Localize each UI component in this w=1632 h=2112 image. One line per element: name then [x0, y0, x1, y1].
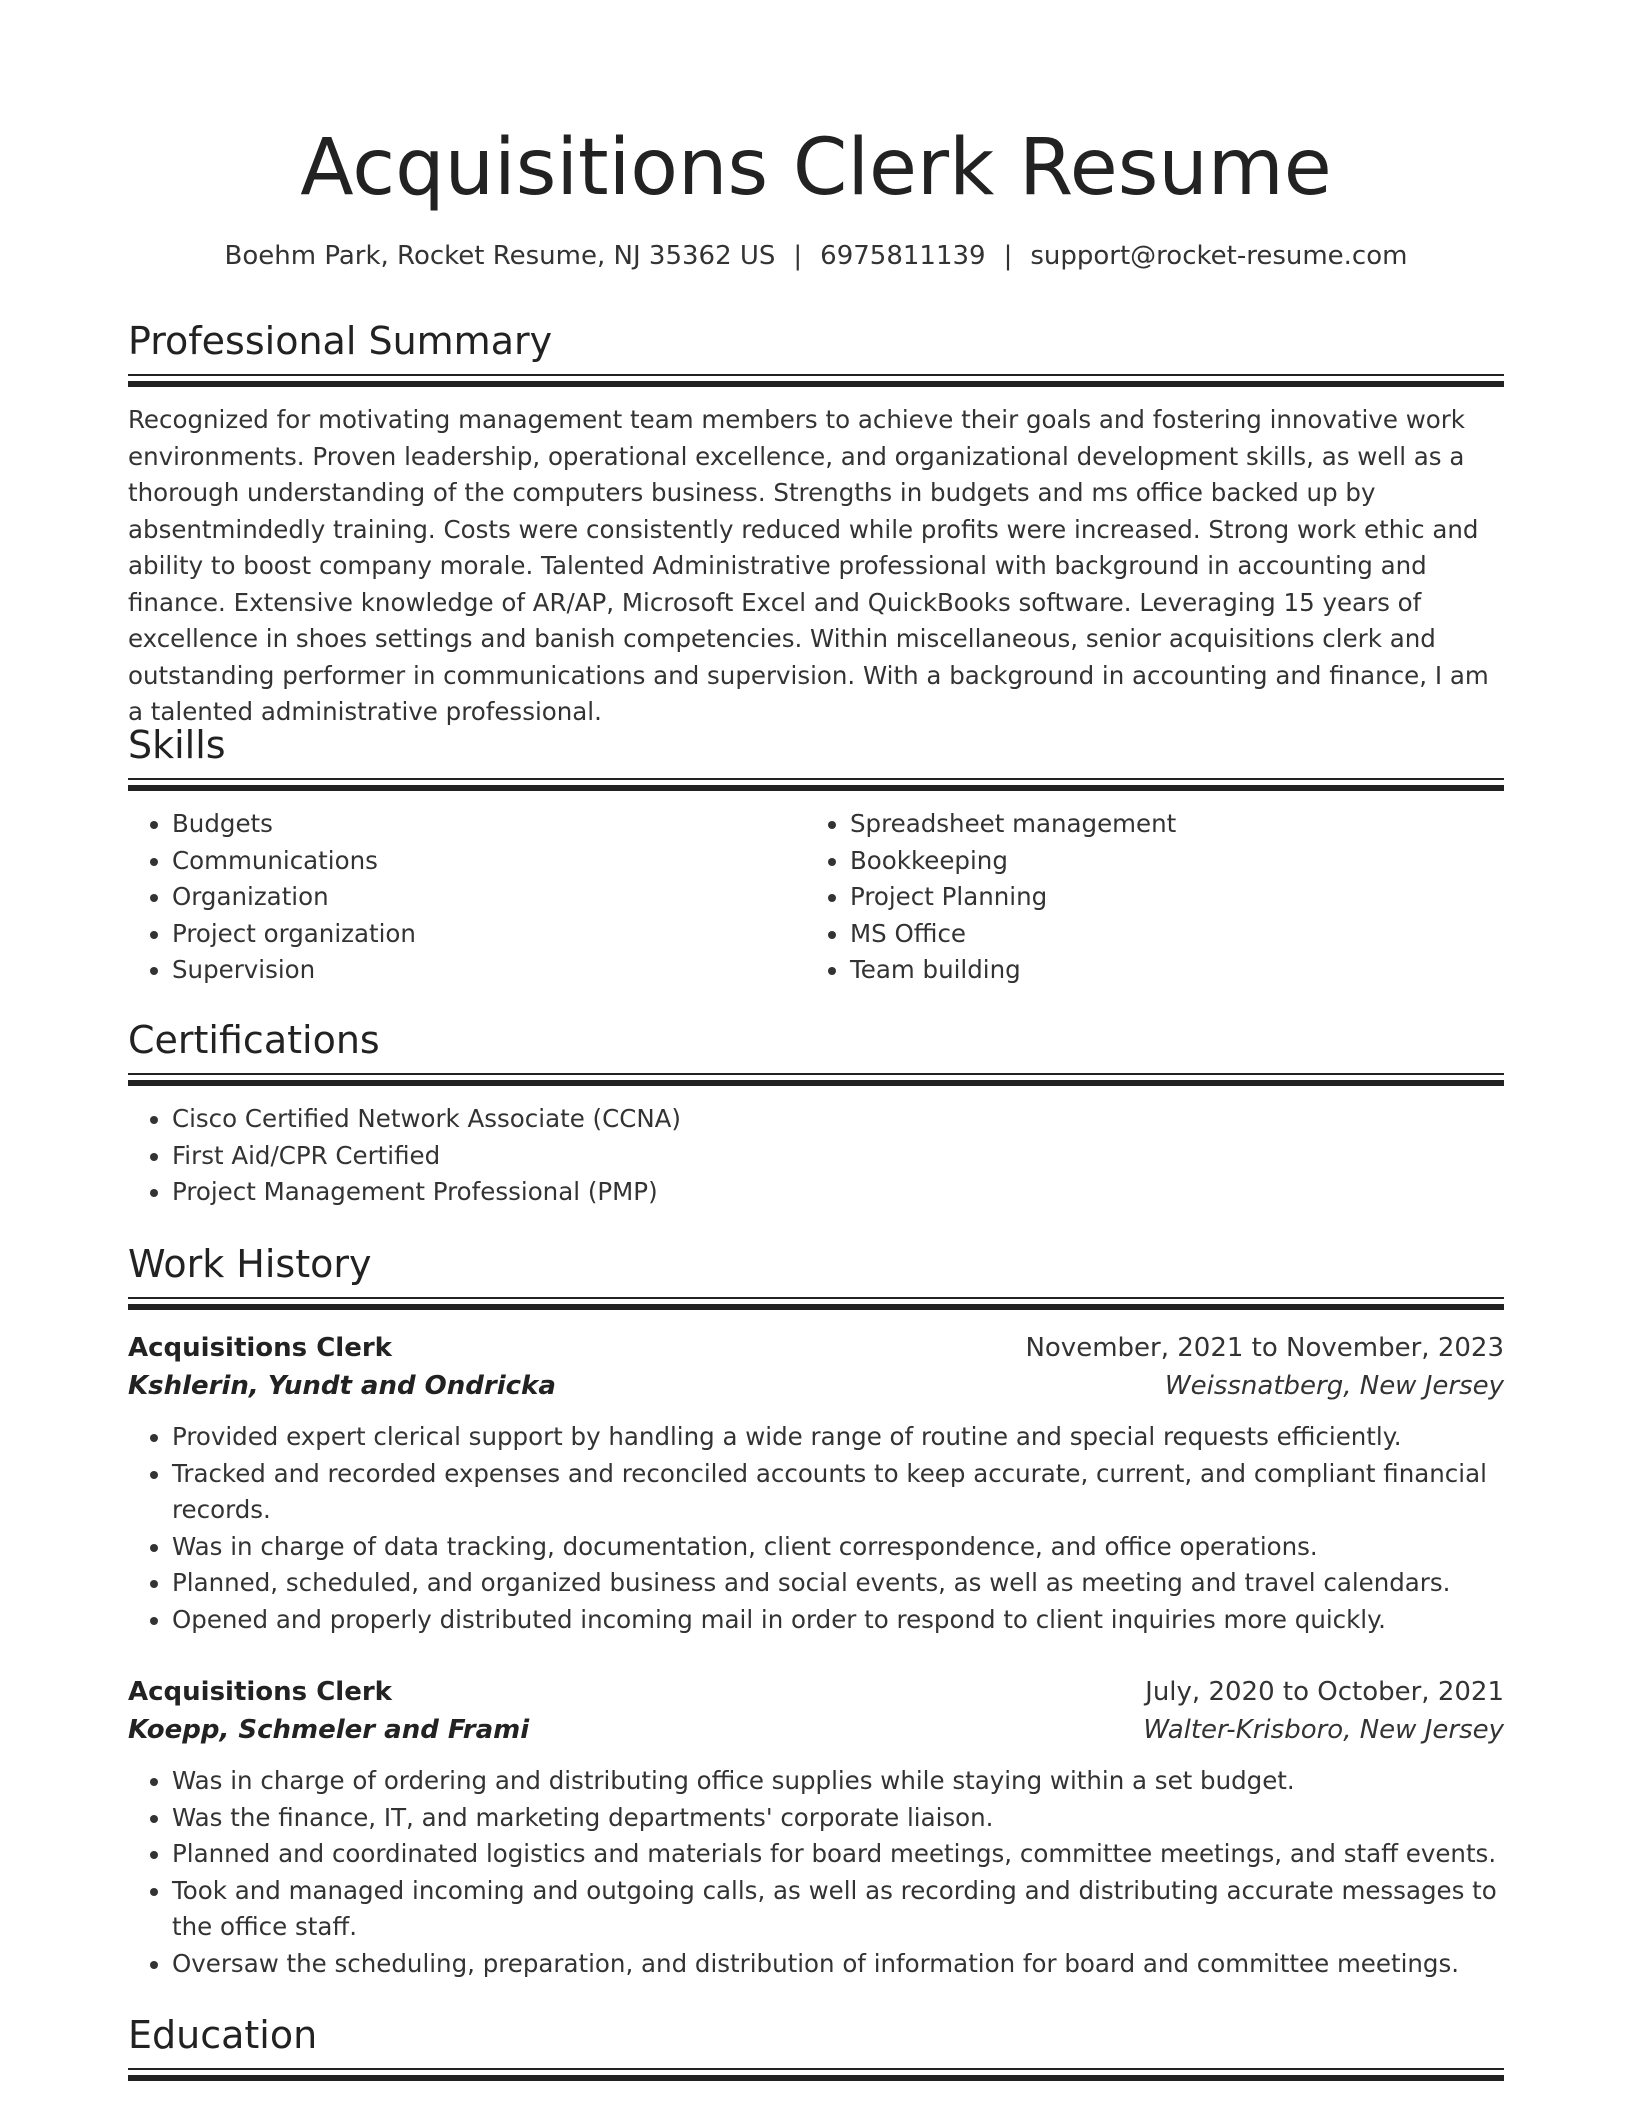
- job-dates: November, 2021 to November, 2023: [1025, 1333, 1504, 1363]
- job-bullets: [128, 1419, 1504, 1638]
- job-bullet: • Planned and coordinated logistics and materials for board meetings, committee meetings, and staff events.: [172, 1836, 1504, 1873]
- job-bullet: • Took and managed incoming and outgoing calls, as well as recording and distributing accurate messages to the office staff.: [172, 1873, 1504, 1946]
- education-section: [128, 2010, 1504, 2060]
- section-title: Certifications: [128, 1018, 380, 1062]
- section-divider-thick: [128, 1080, 1504, 1086]
- job-bullet: • Opened and properly distributed incoming mail in order to respond to client inquiries more quickly.: [172, 1602, 1504, 1639]
- job-bullet: • Was the finance, IT, and marketing departments' corporate liaison.: [172, 1800, 1504, 1837]
- certification-item: • Cisco Certified Network Associate (CCNA): [172, 1101, 1504, 1138]
- certification-item: • First Aid/CPR Certified: [172, 1138, 1504, 1175]
- job-subheader: [128, 1367, 1504, 1405]
- skills-column-right: [806, 806, 1486, 989]
- section-title: Education: [128, 2013, 318, 2057]
- section-divider-thick: [128, 785, 1504, 791]
- skill-item: • Budgets: [172, 806, 808, 843]
- skill-item: • Organization: [172, 879, 808, 916]
- certifications-list: [128, 1101, 1504, 1211]
- skill-item: • Communications: [172, 843, 808, 880]
- section-divider-thick: [128, 1304, 1504, 1310]
- section-divider-thick: [128, 381, 1504, 387]
- certifications-section: [128, 1015, 1504, 1206]
- section-divider-thin: [128, 1073, 1504, 1075]
- job-company: Kshlerin, Yundt and Ondricka: [128, 1371, 556, 1401]
- skills-column-left: [128, 806, 808, 989]
- section-title: Work History: [128, 1242, 372, 1286]
- contact-line: [0, 238, 1632, 274]
- skill-item: • MS Office: [850, 916, 1486, 953]
- contact-separator: |: [793, 241, 803, 271]
- job-title: Acquisitions Clerk: [128, 1677, 392, 1707]
- job-bullet: • Was in charge of ordering and distributing office supplies while staying within a set budget.: [172, 1763, 1504, 1800]
- job-dates: July, 2020 to October, 2021: [1145, 1677, 1504, 1707]
- skill-item: • Bookkeeping: [850, 843, 1486, 880]
- job-bullet: • Provided expert clerical support by handling a wide range of routine and special requests efficiently.: [172, 1419, 1504, 1456]
- skill-item: • Team building: [850, 952, 1486, 989]
- job-header: [128, 1673, 1504, 1711]
- job-location: Weissnatberg, New Jersey: [1164, 1371, 1504, 1401]
- contact-phone: 6975811139: [820, 241, 986, 271]
- resume-title: Acquisitions Clerk Resume: [300, 123, 1332, 213]
- contact-separator: |: [1003, 241, 1013, 271]
- section-title: Professional Summary: [128, 319, 553, 363]
- job-header: [128, 1329, 1504, 1367]
- job-bullet: • Was in charge of data tracking, documentation, client correspondence, and office operations.: [172, 1529, 1504, 1566]
- section-divider-thin: [128, 778, 1504, 780]
- skill-item: • Project organization: [172, 916, 808, 953]
- job-bullets: [128, 1763, 1504, 1982]
- section-divider-thick: [128, 2075, 1504, 2081]
- section-title: Skills: [128, 723, 226, 767]
- job-subheader: [128, 1711, 1504, 1749]
- skills-section: [128, 720, 1504, 1000]
- section-divider-thin: [128, 2068, 1504, 2070]
- job-company: Koepp, Schmeler and Frami: [128, 1715, 530, 1745]
- summary-section: [128, 316, 1504, 726]
- job-title: Acquisitions Clerk: [128, 1333, 392, 1363]
- contact-email[interactable]: support@rocket-resume.com: [1030, 241, 1408, 271]
- job-bullet: • Tracked and recorded expenses and reconciled accounts to keep accurate, current, and compliant financial records.: [172, 1456, 1504, 1529]
- job-entry: [128, 1673, 1504, 1982]
- skills-list: [806, 806, 1486, 989]
- skill-item: • Supervision: [172, 952, 808, 989]
- job-bullet: • Planned, scheduled, and organized business and social events, as well as meeting and travel calendars.: [172, 1565, 1504, 1602]
- section-divider-thin: [128, 374, 1504, 376]
- skills-list: [128, 806, 808, 989]
- section-divider-thin: [128, 1297, 1504, 1299]
- job-bullet: • Oversaw the scheduling, preparation, and distribution of information for board and committee meetings.: [172, 1946, 1504, 1983]
- skill-item: • Spreadsheet management: [850, 806, 1486, 843]
- certification-item: • Project Management Professional (PMP): [172, 1174, 1504, 1211]
- work-history-section: [128, 1239, 1504, 1978]
- contact-address: Boehm Park, Rocket Resume, NJ 35362 US: [224, 241, 776, 271]
- skill-item: • Project Planning: [850, 879, 1486, 916]
- job-location: Walter-Krisboro, New Jersey: [1143, 1715, 1504, 1745]
- job-entry: [128, 1329, 1504, 1638]
- summary-text: Recognized for motivating management team members to achieve their goals and fostering innovative work environments. Proven leadership, operational excellence, and organizational development skills, as well as a thorough understanding of the computers business. Strengths in budgets and ms office backed up by absentmindedly training. Costs were consistently reduced while profits were increased. Strong work ethic and ability to boost company morale. Talented Administrative professional with background in accounting and finance. Extensive knowledge of AR/AP, Microsoft Excel and QuickBooks software. Leveraging 15 years of excellence in shoes settings and banish competencies. Within miscellaneous, senior acquisitions clerk and outstanding performer in communications and supervision. With a background in accounting and finance, I am a talented administrative professional.: [128, 405, 1489, 726]
